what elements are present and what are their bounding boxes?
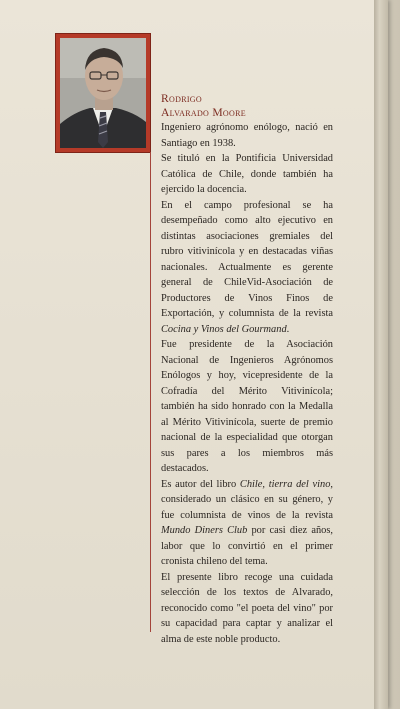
bio-books-text-a: Es autor del libro: [161, 478, 240, 490]
bio-paragraph-education: Se tituló en la Pontificia Universidad Católica de Chile, donde también ha ejercido la docencia.: [161, 153, 333, 195]
author-portrait-image: [60, 38, 146, 148]
author-bio-block: [161, 92, 333, 647]
bio-paragraph-honors: Fue presidente de la Asociación Nacional de Ingenieros Agrónomos Enólogos y hoy, vicepresidente de la Cofradía del Mérito Vitivinícola; también ha sido honrado con la Medalla al Mérito Vitivinícola, suerte de premio nacional de la especialidad que otorgan sus pares a los miembros más destacados.: [161, 339, 333, 474]
bio-books-text-b: , considerado un clásico en su género, y fue columnista de vinos de la revista: [161, 478, 334, 521]
bio-paragraph-this-book: El presente libro recoge una cuidada selección de los textos de Alvarado, reconocido como "el poeta del vino" por su capacidad para captar y analizar el alma de este noble producto.: [161, 571, 333, 645]
bio-paragraph-books: [161, 477, 333, 570]
bio-career-end: .: [286, 323, 290, 335]
vertical-rule: [150, 152, 151, 632]
bio-paragraph-career: [161, 198, 333, 338]
bio-paragraph-birth: Ingeniero agrónomo enólogo, nació en Santiago en 1938.: [161, 122, 333, 149]
author-name-line2: Alvarado Moore: [161, 106, 246, 119]
book-edge: [374, 0, 388, 709]
magazine-title-cocina: Cocina y Vinos del Gourmand: [161, 323, 287, 335]
magazine-title-diners: Mundo Diners Club: [161, 525, 248, 536]
author-photo-frame: [56, 34, 150, 152]
bio-books-text-c: por casi diez años, labor que lo convirtió en el primer cronista chileno del tema.: [161, 525, 333, 567]
book-title-chile: Chile, tierra del vino: [239, 478, 331, 490]
author-photo: [60, 38, 146, 148]
author-name-line1: Rodrigo: [161, 92, 202, 105]
bio-career-text: En el campo profesional se ha desempeñado como alto ejecutivo en distintas asociaciones gremiales del rubro vitivinícola y en destacadas viñas nacionales. Actualmente es gerente general de ChileVid-Asociación de Productores de Vinos Finos de Exportación, y columnista de la revista: [161, 199, 333, 319]
